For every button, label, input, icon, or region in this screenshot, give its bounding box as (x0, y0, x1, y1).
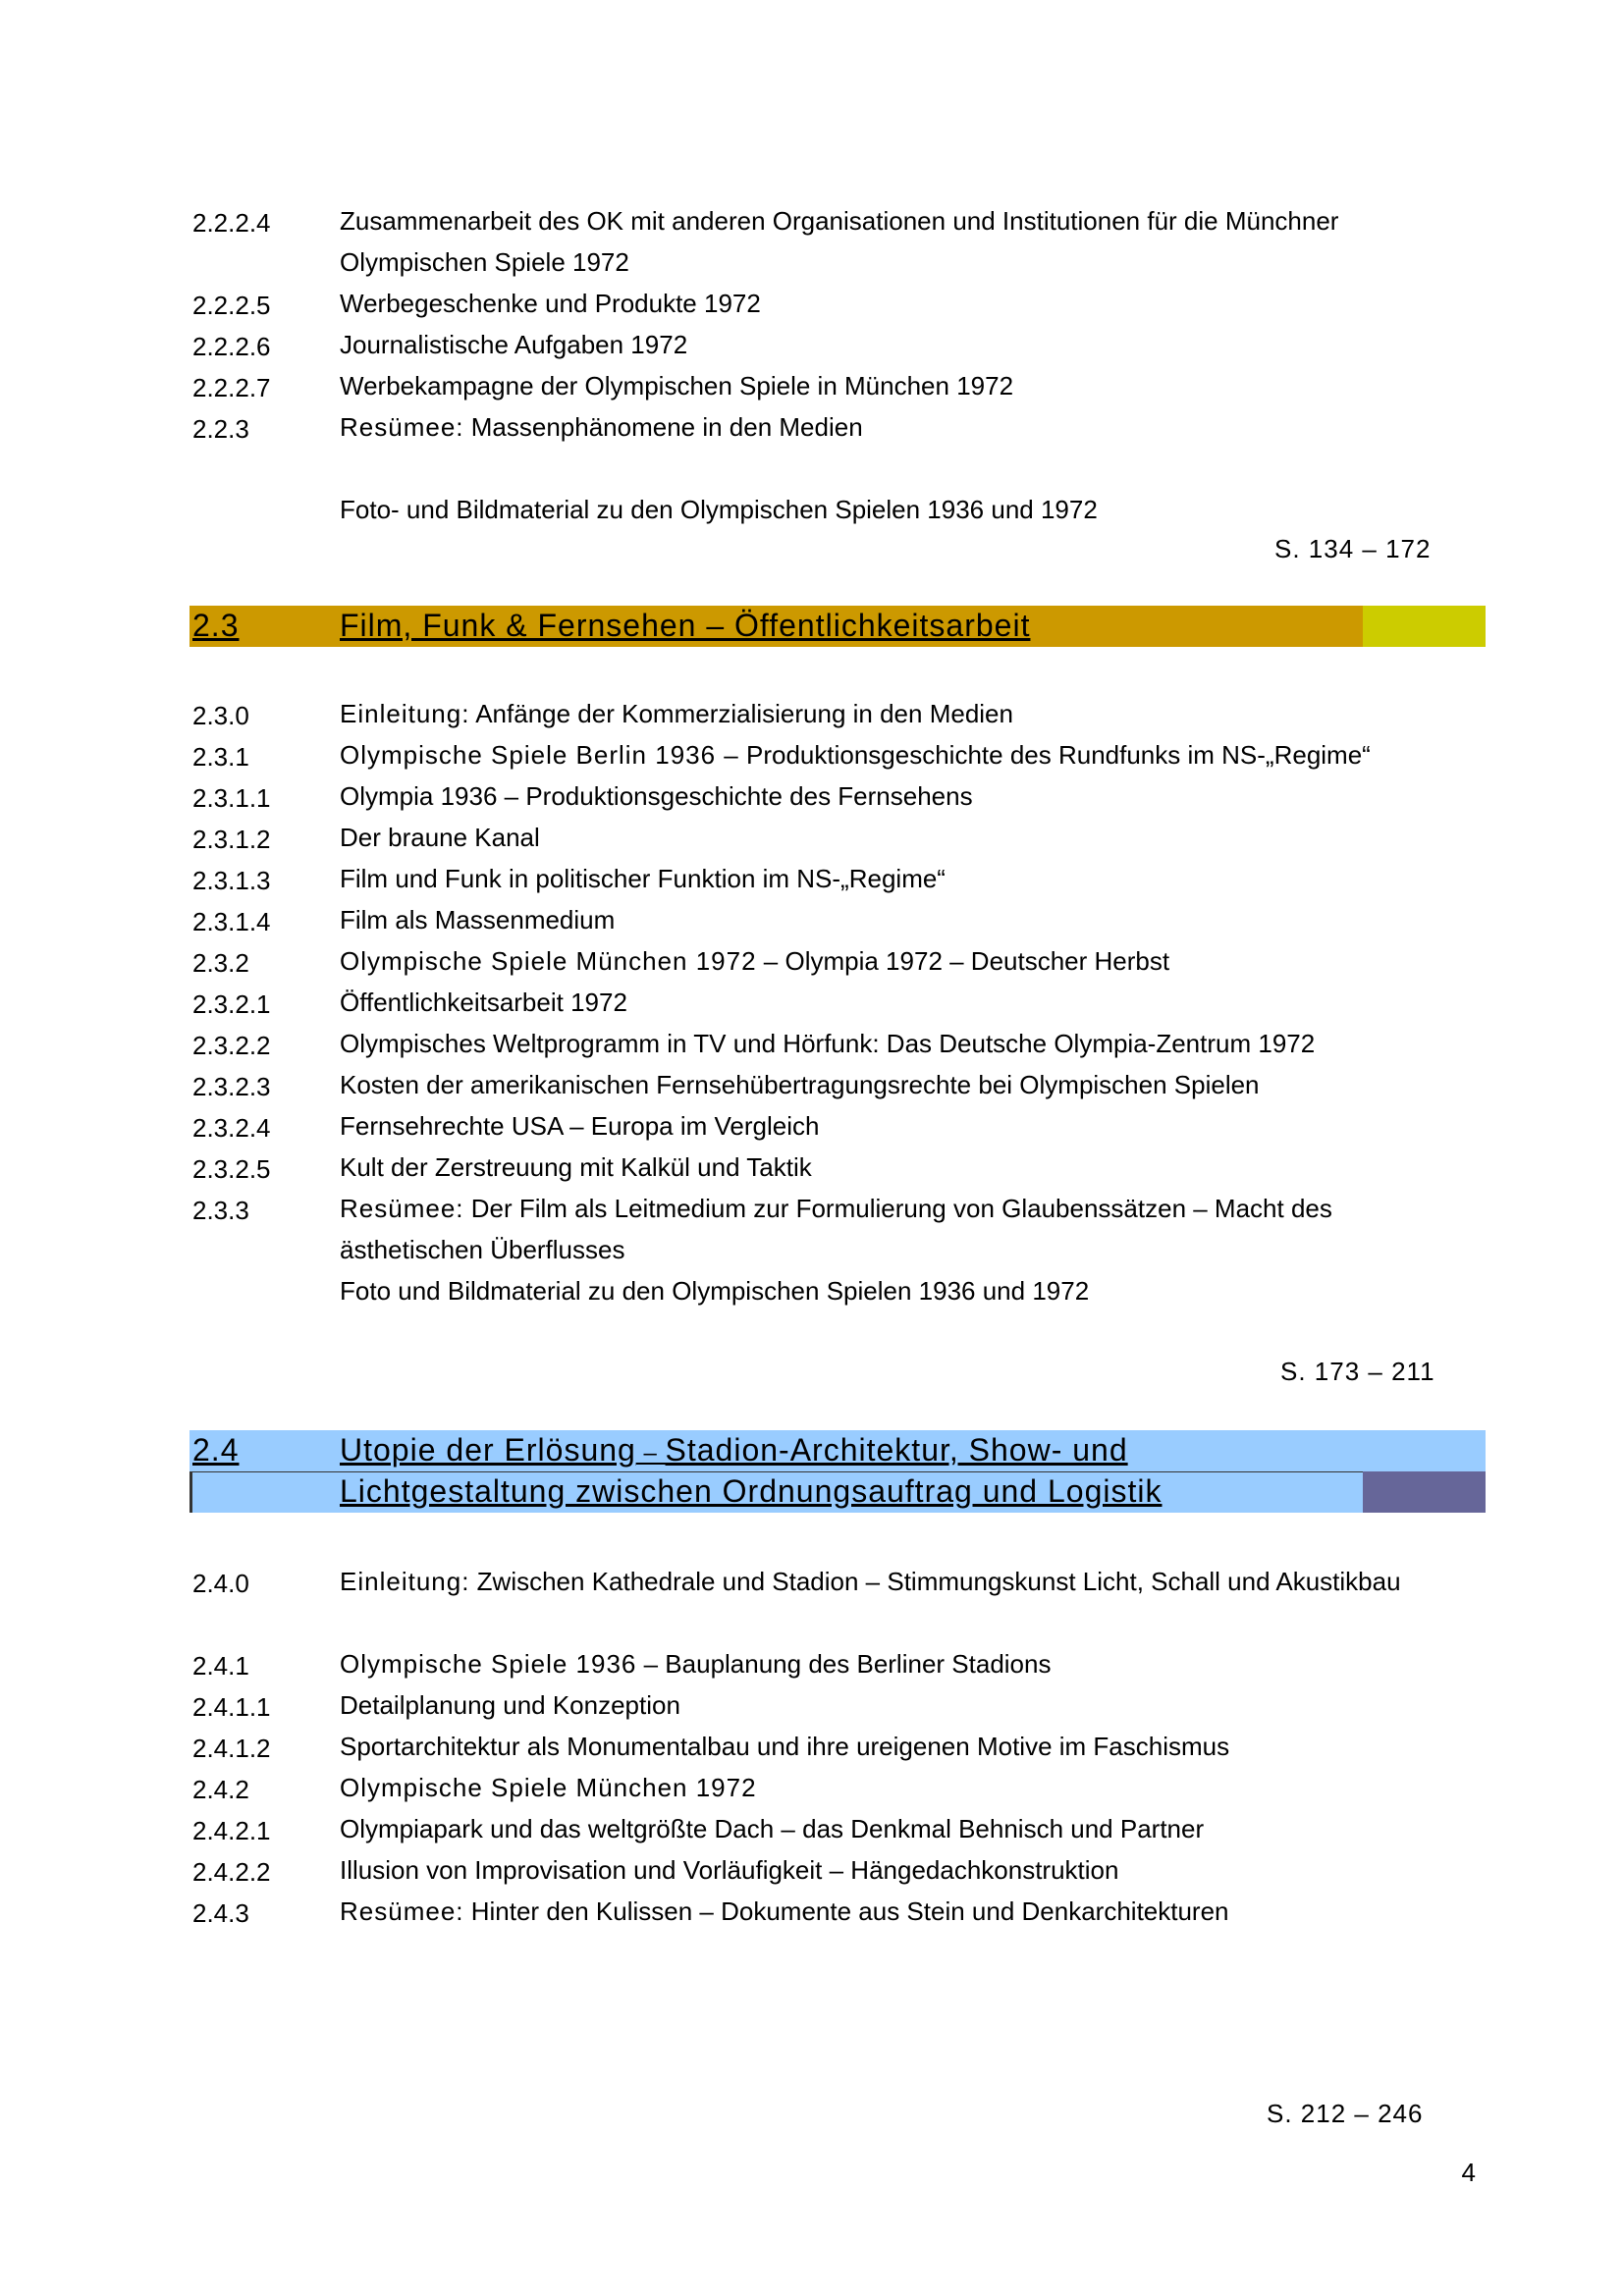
page-range: S. 212 – 246 (1267, 2099, 1424, 2128)
toc-entry-lead: Olympische Spiele Berlin 1936 – (340, 740, 739, 770)
toc-entry (192, 1647, 1488, 1688)
toc-entry-text: Olympisches Weltprogramm in TV und Hörfunk: Das Deutsche Olympia-Zentrum 1972 (340, 1029, 1316, 1058)
toc-entry-lead: Olympische Spiele München 1972 (340, 1773, 757, 1802)
toc-entry (192, 1771, 1488, 1812)
toc-entry-number: 2.4.1.2 (192, 1734, 271, 1763)
toc-entry-text (340, 1561, 1459, 1602)
toc-entry-lead: Resümee: (340, 1896, 464, 1926)
section-title (340, 1432, 1128, 1468)
section-title: Film, Funk & Fernsehen – Öffentlichkeitsarbeit (340, 608, 1031, 643)
toc-entry-lead: Einleitung: (340, 1567, 470, 1596)
toc-entry (192, 862, 1488, 903)
section-title-part-b: Stadion-Architektur, Show- und (665, 1432, 1128, 1468)
toc-entry-number: 2.3.2.3 (192, 1072, 271, 1101)
toc-entry (192, 697, 1488, 738)
toc-entry-number: 2.2.2.5 (192, 291, 271, 320)
toc-entry-text: Sportarchitektur als Monumentalbau und ihre ureigenen Motive im Faschismus (340, 1732, 1230, 1761)
toc-entry-text: Detailplanung und Konzeption (340, 1690, 680, 1720)
toc-entry-text: Werbekampagne der Olympischen Spiele in München 1972 (340, 371, 1014, 400)
toc-entry-lead: Resümee: (340, 1194, 464, 1223)
toc-note-text: Foto- und Bildmaterial zu den Olympischen Spielen 1936 und 1972 (340, 495, 1098, 524)
toc-entry-number: 2.3.1.4 (192, 907, 271, 936)
toc-entry-number: 2.3.0 (192, 701, 249, 730)
toc-entry-text: Olympiapark und das weltgrößte Dach – das Denkmal Behnisch und Partner (340, 1814, 1205, 1843)
toc-entry-number: 2.2.2.4 (192, 208, 271, 238)
page-range: S. 173 – 211 (1280, 1357, 1435, 1386)
toc-entry-number: 2.3.2.1 (192, 989, 271, 1019)
toc-entry-text: Der braune Kanal (340, 823, 540, 852)
toc-entry-rest: Der Film als Leitmedium zur Formulierung von Glaubenssätzen – Macht des ästhetischen Überflusses (340, 1194, 1332, 1264)
toc-entry (192, 738, 1488, 779)
section-number: 2.4 (192, 1432, 240, 1468)
toc-entry (192, 1068, 1488, 1109)
toc-entry (192, 1565, 1488, 1647)
toc-entry-text (340, 693, 1459, 734)
toc-entry-rest: – Bauplanung des Berliner Stadions (643, 1649, 1052, 1679)
toc-entry-lead: Resümee: (340, 412, 464, 442)
toc-entry-text: Werbegeschenke und Produkte 1972 (340, 289, 761, 318)
toc-entry-text: Film als Massenmedium (340, 905, 616, 934)
toc-entry-rest: Zwischen Kathedrale und Stadion – Stimmungskunst Licht, Schall und Akustikbau (476, 1567, 1401, 1596)
toc-entry-lead: Olympische Spiele München 1972 (340, 946, 757, 976)
toc-entry (192, 287, 1488, 328)
toc-entry-rest: Anfänge der Kommerzialisierung in den Medien (475, 699, 1013, 728)
toc-entry (192, 779, 1488, 821)
section-band-tail (1363, 606, 1486, 647)
toc-entry-text (340, 1188, 1459, 1270)
toc-entry-number: 2.4.0 (192, 1569, 249, 1598)
toc-note-text: Foto und Bildmaterial zu den Olympischen Spielen 1936 und 1972 (340, 1276, 1090, 1306)
toc-entry-text (340, 734, 1459, 775)
toc-entry-number: 2.2.2.6 (192, 332, 271, 361)
toc-entry (192, 1192, 1488, 1274)
toc-entry-number: 2.4.2.1 (192, 1816, 271, 1845)
toc-entry (192, 1853, 1488, 1895)
toc-note (192, 493, 1488, 534)
toc-entry-number: 2.3.2 (192, 948, 249, 978)
toc-entry (192, 1812, 1488, 1853)
toc-entry-text: Kult der Zerstreuung mit Kalkül und Taktik (340, 1152, 812, 1182)
toc-entry-number: 2.2.3 (192, 414, 249, 444)
toc-block-3 (192, 1565, 1488, 1936)
toc-entry (192, 410, 1488, 452)
toc-entry-number: 2.4.1 (192, 1651, 249, 1681)
toc-entry-text (340, 406, 1459, 448)
toc-block-1 (192, 204, 1488, 534)
toc-entry-number: 2.3.1.1 (192, 783, 271, 813)
toc-entry (192, 204, 1488, 287)
toc-entry-number: 2.4.2 (192, 1775, 249, 1804)
toc-entry-text: Illusion von Improvisation und Vorläufigkeit – Hängedachkonstruktion (340, 1855, 1119, 1885)
toc-entry-number: 2.3.1.3 (192, 866, 271, 895)
toc-entry-text: Olympia 1936 – Produktionsgeschichte des Fernsehens (340, 781, 973, 811)
toc-entry-number: 2.3.1 (192, 742, 249, 772)
toc-entry (192, 1150, 1488, 1192)
toc-entry-rest: – Olympia 1972 – Deutscher Herbst (763, 946, 1170, 976)
toc-entry (192, 903, 1488, 944)
toc-entry-rest: Produktionsgeschichte des Rundfunks im NS-„Regime“ (746, 740, 1371, 770)
toc-entry-rest: Hinter den Kulissen – Dokumente aus Stein und Denkarchitekturen (470, 1896, 1229, 1926)
toc-entry-number: 2.4.2.2 (192, 1857, 271, 1887)
section-band-tail (1363, 1471, 1486, 1513)
toc-entry-text: Fernsehrechte USA – Europa im Vergleich (340, 1111, 820, 1141)
toc-entry-rest: Massenphänomene in den Medien (470, 412, 863, 442)
toc-entry (192, 944, 1488, 986)
section-title-separator: – (635, 1440, 666, 1467)
toc-entry-number: 2.3.3 (192, 1196, 249, 1225)
section-number: 2.3 (192, 608, 240, 643)
toc-note (192, 1274, 1488, 1315)
toc-entry-number: 2.3.1.2 (192, 825, 271, 854)
toc-block-2 (192, 697, 1488, 1315)
toc-entry (192, 1109, 1488, 1150)
toc-entry-text (340, 1891, 1459, 1932)
toc-entry-lead: Olympische Spiele 1936 (340, 1649, 637, 1679)
toc-entry (192, 1895, 1488, 1936)
toc-entry (192, 821, 1488, 862)
toc-entry (192, 328, 1488, 369)
toc-entry-text: Journalistische Aufgaben 1972 (340, 330, 688, 359)
toc-entry-number: 2.2.2.7 (192, 373, 271, 402)
toc-entry-text: Film und Funk in politischer Funktion im NS-„Regime“ (340, 864, 946, 893)
toc-entry-number: 2.4.3 (192, 1898, 249, 1928)
toc-entry-text (340, 1643, 1459, 1684)
page-range: S. 134 – 172 (1274, 534, 1432, 563)
toc-entry (192, 1688, 1488, 1730)
section-title-line-2: Lichtgestaltung zwischen Ordnungsauftrag und Logistik (340, 1473, 1163, 1509)
toc-entry-text: Kosten der amerikanischen Fernsehübertragungsrechte bei Olympischen Spielen (340, 1070, 1260, 1099)
toc-entry-text: Zusammenarbeit des OK mit anderen Organisationen und Institutionen für die Münchner Olympischen Spiele 1972 (340, 206, 1339, 277)
toc-entry-text (340, 940, 1459, 982)
toc-entry-number: 2.4.1.1 (192, 1692, 271, 1722)
toc-entry-text: Öffentlichkeitsarbeit 1972 (340, 988, 627, 1017)
toc-entry-number: 2.3.2.5 (192, 1154, 271, 1184)
toc-entry (192, 1027, 1488, 1068)
toc-entry (192, 1730, 1488, 1771)
toc-entry-lead: Einleitung: (340, 699, 470, 728)
section-title-part-a: Utopie der Erlösung (340, 1432, 636, 1468)
toc-entry-text (340, 1767, 1459, 1808)
toc-entry (192, 369, 1488, 410)
toc-entry-number: 2.3.2.4 (192, 1113, 271, 1143)
toc-entry (192, 986, 1488, 1027)
toc-entry-number: 2.3.2.2 (192, 1031, 271, 1060)
page-number: 4 (1461, 2158, 1476, 2187)
